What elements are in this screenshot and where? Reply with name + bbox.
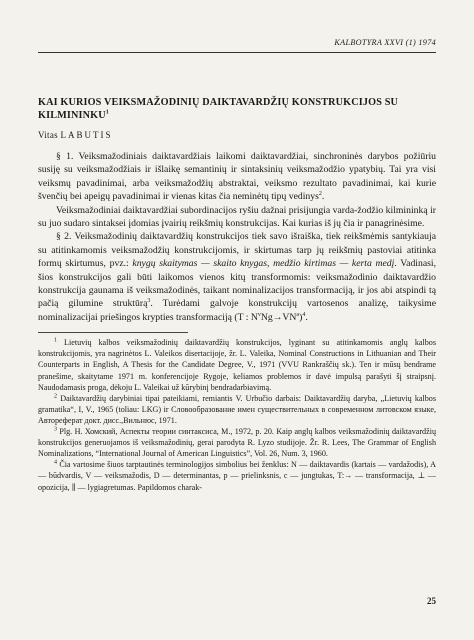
paragraph-1 — [38, 150, 436, 204]
article-title-text: KAI KURIOS VEIKSMAŽODINIŲ DAIKTAVARDŽIŲ KONSTRUKCIJOS SU KILMININKU — [38, 97, 399, 121]
page-number: 25 — [427, 596, 436, 606]
superscript-mark: 1 — [54, 337, 57, 344]
text-run: Veiksmažodiniai daiktavardžiai subordinacijos ryšiu dažnai prisijungia varda- — [56, 204, 358, 216]
superscript-mark: 4 — [302, 311, 306, 318]
text-run: § 2. Veiksmažodinių daiktavardžių konstrukcijos tiek savo išraiška, tiek reikšmėmis santykiauja su atitinkamomis veiksmažodžių konstrukcijomis, ir skirtumas tarp jų reikšmių pastoviai atitinka formų skirtumus, pvz.: — [38, 231, 436, 270]
footnote-4 — [38, 459, 436, 492]
text-run: Lietuvių kalbos veiksmažodinių daiktavardžių konstrukcijos, lyginant su atitinkamomis anglų kalbos konstrukcijomis, yra nagrinėtos L. Valeikos disertacijoje, žr. L. Valeika, Nominal Constructions in Lithuanian and Their Counterparts in English, A Thesis for the Candidate Degree, V., 1971 (VVU Rankraščių sk.). Ten ir mūsų bendrame pranešime, skaitytame 1971 m. konferencijoje Rygoje, keliamos problemos ir davė impulsą parašyti šį straipsnį. Naudodamasis proga, dėkoju L. Valeikai už kūrybinį bendradarbiavimą. — [38, 338, 436, 392]
author-line — [38, 130, 436, 140]
author-surname: LABUTIS — [60, 130, 113, 140]
footnotes — [38, 332, 436, 492]
running-header — [38, 38, 436, 53]
text-run: . — [321, 191, 325, 203]
text-run: . — [305, 311, 308, 323]
article-body — [38, 150, 436, 324]
superscript-mark: 2 — [318, 190, 322, 197]
superscript-mark: 2 — [54, 393, 57, 400]
text-run: Plg. Н. Хомский, Аспекты теории синтаксиса, М., 1972, p. 20. Kaip anglų kalbos veiksmažodinių daiktavardžių konstrukcijos generuojamos iš veiksmažodinių, gerai parodyta R. Lyzo studijoje. Žr. R. Lees, The Grammar of English Nominalizations, “International Journal of American Linguistics”, Vol. 26, Num. 3, 1960. — [38, 427, 436, 459]
text-run: Ng→VN — [260, 311, 297, 323]
footnote-divider — [38, 332, 188, 333]
italic-example: knygų skaitymas — skaito knygas, medžio kirtimas — kerta medį — [132, 258, 395, 270]
text-run: žodžio kilmininką ir su juo sudaro sintaksei įdomias įvairių reikšmių konstrukcijas. Kai kurias iš jų čia ir panagrinėsime. — [38, 204, 437, 230]
paragraph-3 — [38, 230, 436, 324]
author-first-name: Vitas — [38, 130, 58, 140]
journal-running-head: KALBOTYRA XXVI (1) 1974 — [334, 38, 436, 47]
paragraph-2 — [38, 204, 436, 231]
superscript-mark: 3 — [147, 298, 151, 305]
text-run: Čia vartosime šiuos tarptautinės terminologijos simbolius bei ženklus: N — daiktavardis (kartais — vardažodis), A — būdvardis, V — veiksmažodis, D — determinantas, p — prielinksnis, c — jungtukas, T:→ — transformacija, ⊥ — opozicija, ∥ — lygiagretumas. Papildomos charak- — [38, 460, 436, 492]
superscript-mark: 4 — [54, 459, 57, 466]
text-run: ) — [299, 311, 303, 323]
text-run: § 1. Veiksmažodiniais daiktavardžiais laikomi daiktavardžiai, sinchroninės darybos požiūriu susiję su veiksmažodžiais ir išlaikę semantinių ir sintaksinių veiksmažodžio ypatybių. Tai yra visi veiksmų pavadinimai, arba veiksmažodžių abstraktai, veiksmo rezultato pavadinimai, kai kurie švenčių bei apeigų pavadinimai ir vienas kitas čia neminėtų tipų vedinys — [38, 151, 436, 203]
footnote-3 — [38, 426, 436, 459]
article-title — [38, 96, 436, 122]
superscript-mark: a — [296, 311, 300, 318]
title-footnote-mark: 1 — [105, 109, 109, 116]
superscript-mark: v — [257, 311, 261, 318]
footnote-2 — [38, 393, 436, 426]
text-run: Daiktavardžių darybiniai tipai pateikiami, remiantis V. Urbučio darbais: Daiktavardžių daryba, „Lietuvių kalbos gramatika“, I, V., 1965 (toliau: LKG) ir Словообразование имен существительных в современном литовском языке, Автореферат докт. дисс.,Вильнюс, 1971. — [38, 393, 436, 425]
text-run: . Vadinasi, šios konstrukcijos gali būti laikomos vienos kitų transformomis: veiksmažodinio daiktavardžio konstrukcija gaunama iš veiksmažodinės, taikant nominalizacijos transformaciją, ir jos abi atspindi tą pačią gilumine struktūrą — [38, 258, 437, 310]
text-run: . Turėdami galvoje konstrukcijų vartosenos analizę, taikysime nominalizacijai priešingos krypties transformaciją (T : N — [38, 298, 436, 323]
superscript-mark: 3 — [54, 426, 57, 433]
footnote-1 — [38, 337, 436, 392]
article — [38, 96, 436, 493]
